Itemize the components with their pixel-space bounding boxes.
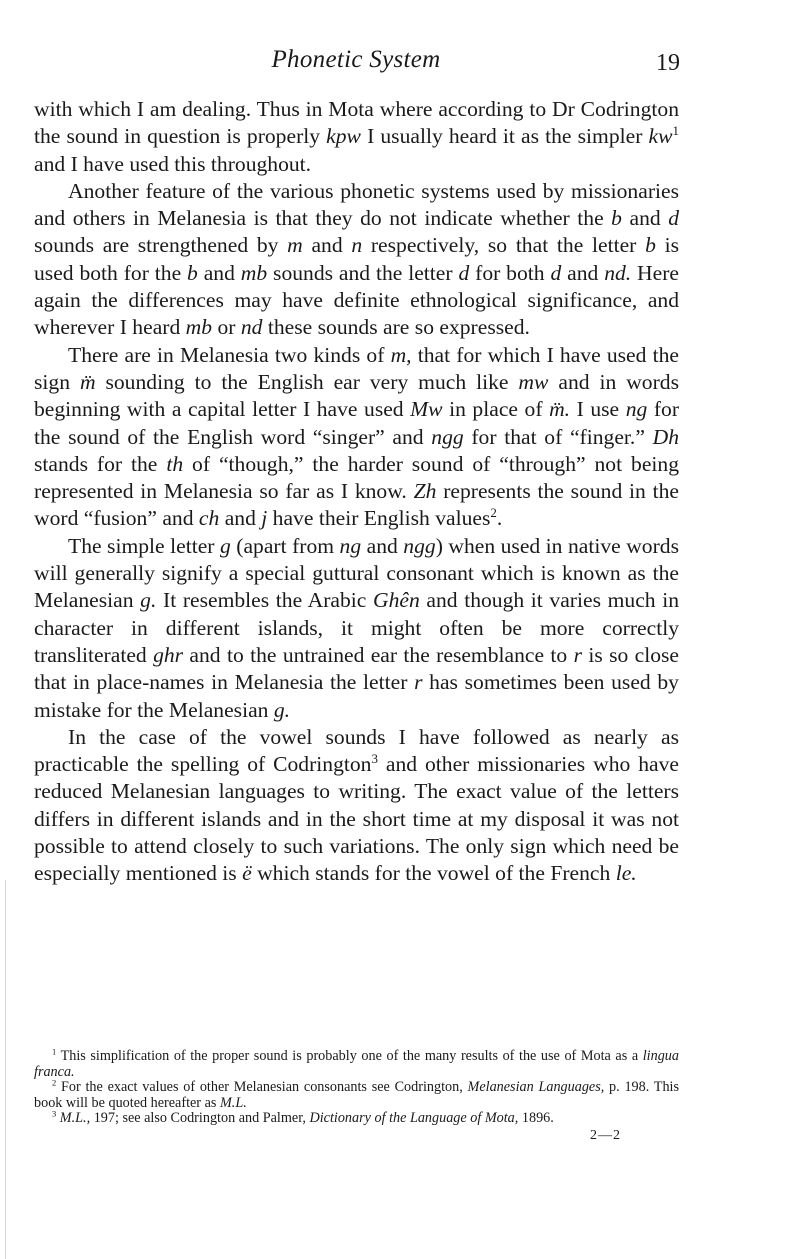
text-run: For the exact values of other Melanesian consonants see Codrington, bbox=[56, 1079, 468, 1096]
text-run: I usually heard it as the simpler bbox=[360, 124, 649, 149]
footnote-ref: 3 bbox=[371, 750, 378, 766]
text-run: and bbox=[621, 206, 669, 231]
text-run: In the case of the vowel sounds I have followed as nearly as practicable the spelling of Codrington bbox=[34, 724, 679, 777]
footnotes bbox=[34, 1046, 680, 1127]
footnote-ref: 1 bbox=[52, 1046, 57, 1057]
italic-run: Ghên bbox=[372, 588, 420, 613]
running-head bbox=[0, 38, 788, 78]
italic-run: M.L. bbox=[219, 1094, 247, 1111]
page-number: 19 bbox=[656, 50, 680, 76]
italic-run: mb bbox=[240, 260, 268, 285]
text-run: that for which I have used the sign bbox=[34, 342, 679, 394]
text-run: of “though,” the harder sound of “through” not being represented in Melanesia so far as I know. bbox=[34, 451, 679, 504]
italic-run: r bbox=[414, 670, 423, 695]
italic-run: nd. bbox=[604, 260, 632, 285]
paragraph bbox=[34, 178, 679, 342]
italic-run: b bbox=[611, 206, 622, 231]
text-run: in place of bbox=[442, 397, 550, 422]
italic-run: Zh bbox=[413, 479, 437, 504]
text-run: is so close that in place-names in Melanesia the letter bbox=[34, 642, 680, 695]
italic-run: m̈ bbox=[79, 369, 96, 394]
italic-run: mb bbox=[185, 315, 213, 340]
text-run: has sometimes been used by mistake for the Melanesian bbox=[34, 670, 679, 722]
italic-run: th bbox=[166, 451, 184, 476]
text-run: for both bbox=[469, 260, 551, 285]
italic-run: ng bbox=[625, 397, 648, 422]
footnote bbox=[34, 1046, 679, 1080]
text-run: and though it varies much in character in different islands, it might often be more correctly transliterated bbox=[34, 588, 680, 667]
body-text bbox=[34, 96, 679, 888]
italic-run: d bbox=[668, 206, 679, 231]
italic-run: ngg bbox=[431, 424, 464, 449]
italic-run: r bbox=[573, 642, 582, 667]
italic-run: g. bbox=[140, 588, 157, 613]
signature-mark: 2—2 bbox=[590, 1128, 621, 1143]
text-run: represents the sound in the word “fusion” and bbox=[34, 479, 679, 531]
text-run: sounding to the English ear very much like bbox=[95, 369, 519, 394]
text-run: stands for the bbox=[34, 451, 167, 476]
italic-run: m̈. bbox=[549, 397, 571, 422]
italic-run: m, bbox=[390, 342, 412, 367]
text-run: I use bbox=[570, 397, 626, 422]
footnote-ref: 2 bbox=[52, 1077, 57, 1088]
italic-run: mw bbox=[518, 369, 549, 394]
text-run: have their English values bbox=[267, 506, 491, 531]
italic-run: d bbox=[458, 260, 470, 285]
text-run: respectively, so that the letter bbox=[362, 233, 646, 258]
running-title: Phonetic System bbox=[271, 46, 441, 73]
italic-run: b bbox=[645, 233, 656, 258]
italic-run: kpw bbox=[326, 124, 361, 149]
text-run: ) when used in native words will generally signify a special guttural consonant which is known as the Melanesian bbox=[34, 533, 679, 613]
paragraph bbox=[34, 342, 679, 533]
italic-run: g. bbox=[273, 697, 291, 722]
text-run: and bbox=[219, 506, 262, 531]
italic-run: Dh bbox=[652, 424, 679, 449]
paragraph bbox=[34, 724, 679, 888]
footnote bbox=[34, 1108, 679, 1127]
text-run: . bbox=[496, 506, 503, 531]
footnote-ref: 3 bbox=[52, 1108, 57, 1119]
italic-run: j bbox=[261, 506, 268, 531]
text-run: p. 198. This book will be quoted hereafter as bbox=[34, 1079, 680, 1111]
text-run: which stands for the vowel of the French bbox=[251, 861, 616, 886]
text-run: Here again the differences may have definite ethnological significance, and wherever I heard bbox=[34, 260, 680, 340]
italic-run: Mw bbox=[410, 397, 443, 422]
text-run: and I have used this throughout. bbox=[34, 151, 312, 176]
text-run: sounds are strengthened by bbox=[34, 233, 288, 258]
italic-run: ch bbox=[198, 506, 220, 531]
footnote-ref: 1 bbox=[672, 123, 679, 139]
text-run: and to the untrained ear the resemblance to bbox=[183, 642, 574, 667]
italic-run: ë bbox=[242, 861, 252, 886]
text-run: This simplification of the proper sound is probably one of the many results of the use of Mota as a bbox=[56, 1048, 643, 1064]
footnote-ref: 2 bbox=[490, 505, 497, 521]
italic-run: lingua franca. bbox=[34, 1048, 679, 1080]
paragraph bbox=[34, 96, 679, 178]
italic-run: n bbox=[351, 233, 363, 258]
text-run: The simple letter bbox=[68, 533, 220, 558]
text-run: these sounds are so expressed. bbox=[262, 315, 530, 340]
italic-run: Melanesian Languages, bbox=[467, 1079, 605, 1096]
text-run: or bbox=[212, 315, 241, 340]
italic-run: kw bbox=[648, 124, 673, 149]
text-run: and bbox=[302, 233, 352, 258]
text-run: is used both for the bbox=[34, 233, 679, 285]
italic-run: m bbox=[287, 233, 303, 258]
text-run: and bbox=[361, 533, 404, 558]
italic-run: b bbox=[187, 260, 198, 285]
footnote bbox=[34, 1077, 680, 1111]
italic-run: Dictionary of the Language of Mota, bbox=[309, 1110, 519, 1127]
text-run: for the sound of the English word “singer” and bbox=[34, 397, 680, 449]
text-run: There are in Melanesia two kinds of bbox=[68, 342, 391, 367]
italic-run: M.L., bbox=[59, 1110, 91, 1127]
text-run: 197; see also Codrington and Palmer, bbox=[90, 1110, 310, 1127]
paragraph bbox=[34, 533, 679, 724]
text-run: and bbox=[197, 260, 241, 285]
italic-run: le. bbox=[615, 861, 637, 886]
italic-run: nd bbox=[240, 315, 263, 340]
italic-run: d bbox=[550, 260, 562, 285]
italic-run: ng bbox=[339, 533, 362, 558]
text-run: (apart from bbox=[230, 533, 340, 558]
text-run: and in words beginning with a capital letter I have used bbox=[34, 369, 679, 422]
text-run: sounds and the letter bbox=[267, 260, 459, 285]
text-run: and other missionaries who have reduced Melanesian languages to writing. The exact value of the letters differs in different islands and in the short time at my disposal it was not possible to attend closely to such variations. The only sign which need be especially mentioned is bbox=[34, 752, 679, 886]
text-run: for that of “finger.” bbox=[463, 424, 653, 449]
italic-run: ngg bbox=[403, 533, 436, 558]
text-run: and bbox=[561, 260, 605, 285]
text-run: with which I am dealing. Thus in Mota where according to Dr Codrington the sound in question is properly bbox=[34, 97, 679, 149]
italic-run: g bbox=[219, 533, 231, 558]
text-run: Another feature of the various phonetic systems used by missionaries and others in Melanesia is that they do not indicate whether the bbox=[34, 178, 679, 231]
gutter-shadow bbox=[5, 880, 6, 1259]
text-run: 1896. bbox=[518, 1110, 554, 1127]
text-run: It resembles the Arabic bbox=[156, 588, 373, 613]
italic-run: ghr bbox=[153, 642, 184, 667]
